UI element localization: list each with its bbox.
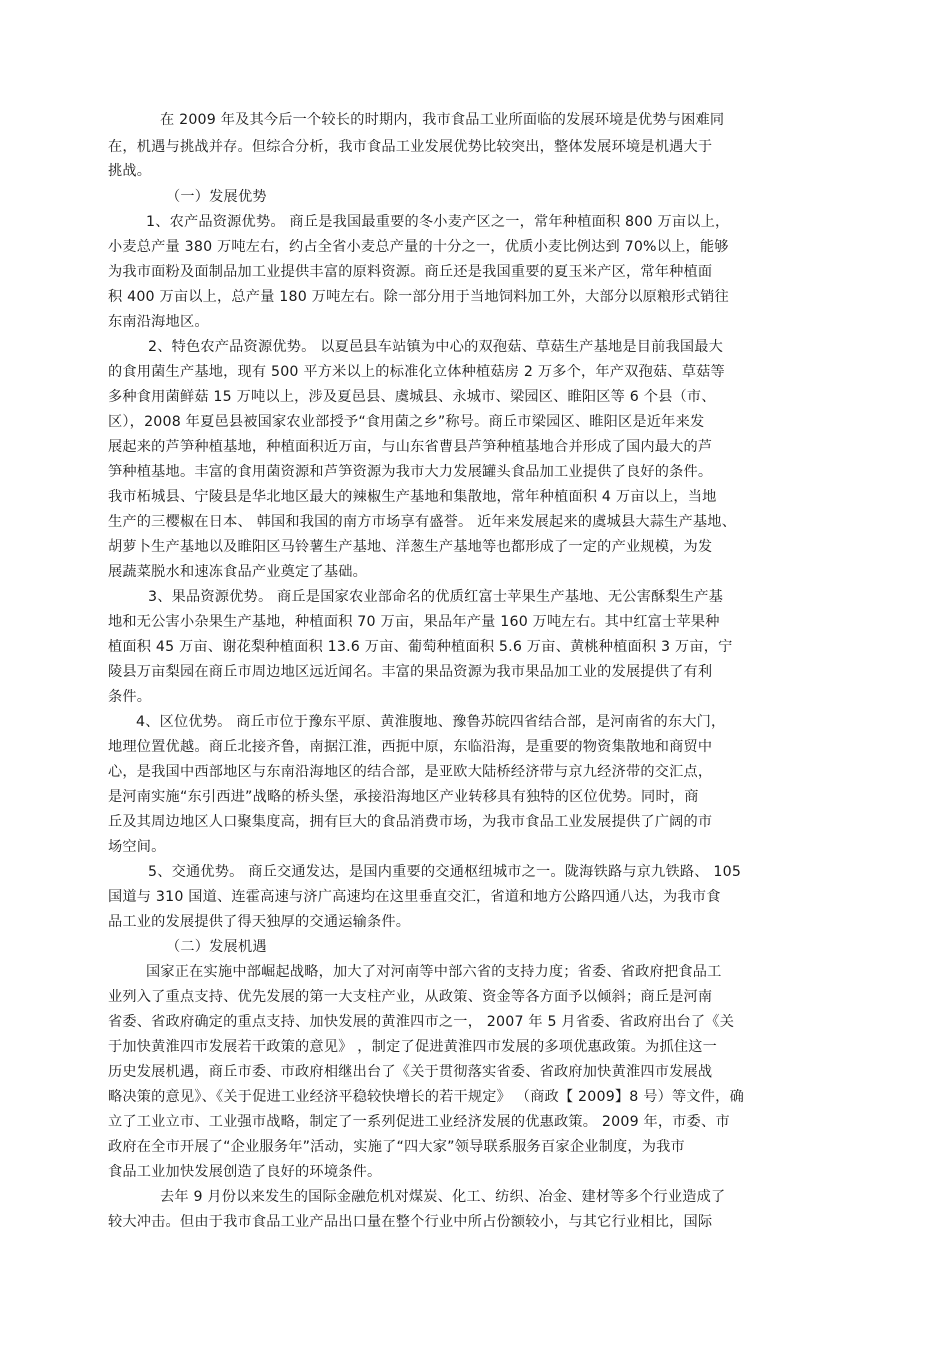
text-line: 多种食用菌鲜菇 15 万吨以上，涉及夏邑县、虞城县、永城市、梁园区、睢阳区等 6 个县（市、 — [108, 389, 716, 405]
text-line: 场空间。 — [108, 839, 166, 855]
text-line: 国家正在实施中部崛起战略，加大了对河南等中部六省的支持力度；省委、省政府把食品工 — [146, 964, 722, 980]
text-line: 在，机遇与挑战并存。但综合分析，我市食品工业发展优势比较突出，整体发展环境是机遇大于 — [108, 139, 713, 155]
text-line: 东南沿海地区。 — [108, 314, 209, 330]
text-line: 在 2009 年及其今后一个较长的时期内，我市食品工业所面临的发展环境是优势与困难同 — [160, 112, 725, 128]
text-line: 是河南实施“东引西进”战略的桥头堡，承接沿海地区产业转移具有独特的区位优势。同时，商 — [108, 789, 699, 805]
text-line: 展蔬菜脱水和速冻食品产业奠定了基础。 — [108, 564, 367, 580]
text-line: 2、特色农产品资源优势。 以夏邑县车站镇为中心的双孢菇、草菇生产基地是目前我国最大 — [148, 339, 724, 355]
text-line: 我市柘城县、宁陵县是华北地区最大的辣椒生产基地和集散地，常年种植面积 4 万亩以上，当地 — [108, 489, 717, 505]
text-line: 4、区位优势。 商丘市位于豫东平原、黄淮腹地、豫鲁苏皖四省结合部，是河南省的东大门， — [136, 714, 726, 730]
text-line: 国道与 310 国道、连霍高速与济广高速均在这里垂直交汇，省道和地方公路四通八达，为我市食 — [108, 889, 721, 905]
text-line: 政府在全市开展了“企业服务年”活动，实施了“四大家”领导联系服务百家企业制度，为我市 — [108, 1139, 685, 1155]
text-line: 胡萝卜生产基地以及睢阳区马铃薯生产基地、洋葱生产基地等也都形成了一定的产业规模，为发 — [108, 539, 713, 555]
text-line: 展起来的芦笋种植基地，种植面积近万亩，与山东省曹县芦笋种植基地合并形成了国内最大的芦 — [108, 439, 713, 455]
text-line: 的食用菌生产基地，现有 500 平方米以上的标准化立体种植菇房 2 万多个，年产双孢菇、草菇等 — [108, 364, 725, 380]
text-line: 丘及其周边地区人口聚集度高，拥有巨大的食品消费市场，为我市食品工业发展提供了广阔的市 — [108, 814, 713, 830]
text-line: 3、果品资源优势。 商丘是国家农业部命名的优质红富士苹果生产基地、无公害酥梨生产基 — [148, 589, 724, 605]
text-line: 历史发展机遇，商丘市委、市政府相继出台了《关于贯彻落实省委、省政府加快黄淮四市发展战 — [108, 1064, 713, 1080]
text-line: 积 400 万亩以上，总产量 180 万吨左右。除一部分用于当地饲料加工外，大部分以原粮形式销往 — [108, 289, 729, 305]
text-line: 地理位置优越。商丘北接齐鲁，南据江淮，西扼中原，东临沿海，是重要的物资集散地和商贸中 — [108, 739, 713, 755]
text-line: 立了工业立市、工业强市战略，制定了一系列促进工业经济发展的优惠政策。 2009 年，市委、市 — [108, 1114, 730, 1130]
text-line: 去年 9 月份以来发生的国际金融危机对煤炭、化工、纺织、冶金、建材等多个行业造成了 — [160, 1189, 726, 1205]
text-line: 陵县万亩梨园在商丘市周边地区远近闻名。丰富的果品资源为我市果品加工业的发展提供了有利 — [108, 664, 713, 680]
text-line: 品工业的发展提供了得天独厚的交通运输条件。 — [108, 914, 411, 930]
section-heading: （二）发展机遇 — [166, 939, 267, 955]
text-line: 小麦总产量 380 万吨左右，约占全省小麦总产量的十分之一，优质小麦比例达到 70%以上，能够 — [108, 239, 729, 255]
text-line: 略决策的意见》、《关于促进工业经济平稳较快增长的若干规定》 （商政【 2009】8 号）等文件，确 — [108, 1089, 744, 1105]
text-line: 生产的三樱椒在日本、 韩国和我国的南方市场享有盛誉。 近年来发展起来的虞城县大蒜生产基地、 — [108, 514, 737, 530]
text-line: 心，是我国中西部地区与东南沿海地区的结合部，是亚欧大陆桥经济带与京九经济带的交汇点， — [108, 764, 713, 780]
section-heading: （一）发展优势 — [166, 189, 267, 205]
text-line: 较大冲击。但由于我市食品工业产品出口量在整个行业中所占份额较小，与其它行业相比，国际 — [108, 1214, 713, 1230]
text-line: 地和无公害小杂果生产基地，种植面积 70 万亩，果品年产量 160 万吨左右。其中红富士苹果种 — [108, 614, 720, 630]
text-line: 为我市面粉及面制品加工业提供丰富的原料资源。商丘还是我国重要的夏玉米产区，常年种植面 — [108, 264, 713, 280]
text-line: 区），2008 年夏邑县被国家农业部授予“食用菌之乡”称号。商丘市梁园区、睢阳区是近年来发 — [108, 414, 705, 430]
text-line: 1、农产品资源优势。 商丘是我国最重要的冬小麦产区之一，常年种植面积 800 万亩以上， — [146, 214, 730, 230]
text-line: 5、交通优势。 商丘交通发达，是国内重要的交通枢纽城市之一。陇海铁路与京九铁路、 105 — [148, 864, 742, 880]
text-line: 于加快黄淮四市发展若干政策的意见》 ，制定了促进黄淮四市发展的多项优惠政策。为抓住这一 — [108, 1039, 717, 1055]
text-line: 食品工业加快发展创造了良好的环境条件。 — [108, 1164, 382, 1180]
text-line: 笋种植基地。丰富的食用菌资源和芦笋资源为我市大力发展罐头食品加工业提供了良好的条件。 — [108, 464, 713, 480]
text-line: 条件。 — [108, 689, 152, 705]
text-line: 省委、省政府确定的重点支持、加快发展的黄淮四市之一， 2007 年 5 月省委、省政府出台了《关 — [108, 1014, 735, 1030]
text-line: 挑战。 — [108, 163, 152, 179]
text-line: 植面积 45 万亩、谢花梨种植面积 13.6 万亩、葡萄种植面积 5.6 万亩、黄桃种植面积 3 万亩，宁 — [108, 639, 733, 655]
text-line: 业列入了重点支持、优先发展的第一大支柱产业，从政策、资金等各方面予以倾斜；商丘是河南 — [108, 989, 713, 1005]
